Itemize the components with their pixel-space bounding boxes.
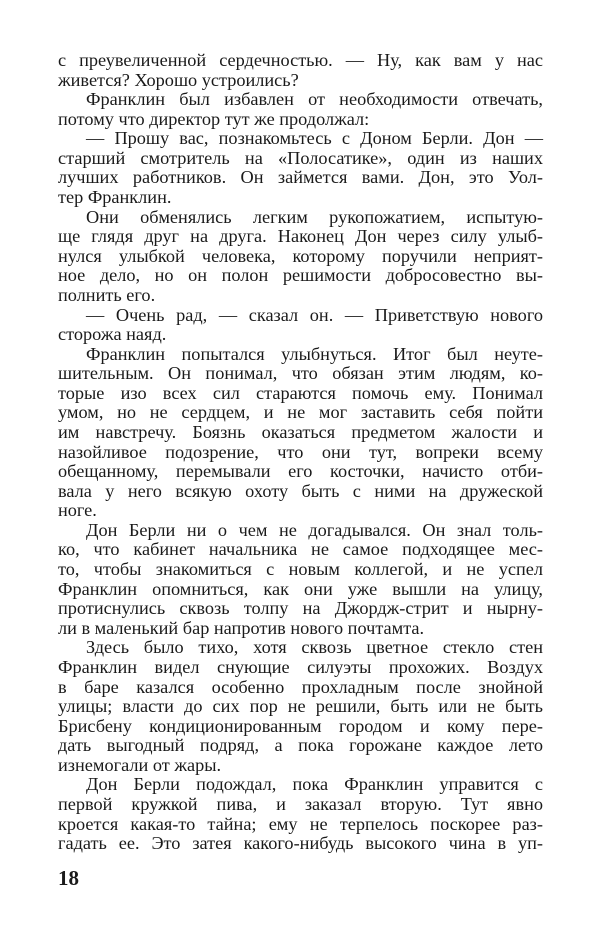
text-line: ли в маленький бар напротив нового почтамта. [58, 617, 425, 638]
paragraph [58, 521, 543, 638]
text-line: назойливое подозрение, что они тут, вопреки всему [58, 441, 543, 462]
book-page-text [58, 51, 543, 854]
paragraph [58, 775, 543, 853]
paragraph [58, 129, 543, 207]
paragraph [58, 90, 543, 129]
text-line: протиснулись сквозь толпу на Джордж-стрит и нырну- [58, 598, 543, 619]
page-number: 18 [58, 866, 79, 890]
text-line: дать выгодный подряд, а пока горожане каждое лето [58, 735, 543, 756]
text-line: Они обменялись легким рукопожатием, испытую- [86, 206, 543, 227]
text-line: Франклин был избавлен от необходимости отвечать, [86, 89, 543, 110]
text-line: кроется какая-то тайна; ему не терпелось поскорее раз- [58, 813, 543, 834]
text-line: — Очень рад, — сказал он. — Приветствую нового [86, 304, 543, 325]
text-line: тер Франклин. [58, 187, 172, 208]
paragraph [58, 51, 543, 90]
text-line: изнемогали от жары. [58, 754, 222, 775]
text-line: полнить его. [58, 284, 156, 305]
paragraph [58, 345, 543, 521]
text-line: им навстречу. Боязнь оказаться предметом жалости и [58, 421, 543, 442]
text-line: ное дело, но он полон решимости добросовестно вы- [58, 265, 543, 286]
text-line: то, чтобы знакомиться с новым коллегой, и не успел [58, 559, 543, 580]
text-line: ко, что кабинет начальника не самое подходящее мес- [58, 539, 543, 560]
text-line: Франклин попытался улыбнуться. Итог был неуте- [86, 343, 543, 364]
text-line: вала у него всякую охоту быть с ними на дружеской [58, 480, 543, 501]
text-line: потому что директор тут же продолжал: [58, 108, 370, 129]
text-line: ще глядя друг на друга. Наконец Дон через силу улыб- [58, 226, 543, 247]
text-line: шительным. Он понимал, что обязан этим людям, ко- [58, 363, 543, 384]
text-line: первой кружкой пива, и заказал вторую. Тут явно [58, 793, 543, 814]
text-line: живется? Хорошо устроились? [58, 69, 299, 90]
text-line: нулся улыбкой человека, которому поручили неприят- [58, 245, 543, 266]
text-line: лучших работников. Он займется вами. Дон, это Уол- [58, 167, 543, 188]
text-line: старший смотритель на «Полосатике», один из наших [58, 147, 543, 168]
text-line: — Прошу вас, познакомьтесь с Доном Берли. Дон — [86, 128, 543, 149]
text-line: сторожа наяд. [58, 324, 167, 345]
text-line: Брисбену кондиционированным городом и кому пере- [58, 715, 543, 736]
text-line: гадать ее. Это затея какого-нибудь высокого чина в уп- [58, 833, 543, 854]
text-line: Франклин опомниться, как они уже вышли на улицу, [58, 578, 543, 599]
text-line: ноге. [58, 500, 97, 521]
text-line: обещанному, перемывали его косточки, начисто отби- [58, 461, 543, 482]
text-line: в баре казался особенно прохладным после знойной [58, 676, 543, 697]
paragraph [58, 208, 543, 306]
text-line: Здесь было тихо, хотя сквозь цветное стекло стен [86, 637, 543, 658]
text-line: улицы; власти до сих пор не решили, быть или не быть [58, 696, 543, 717]
paragraph [58, 638, 543, 775]
text-line: Дон Берли ни о чем не догадывался. Он знал толь- [86, 519, 543, 540]
text-line: Дон Берли подождал, пока Франклин управится с [86, 774, 543, 795]
text-line: торые изо всех сил стараются помочь ему. Понимал [58, 382, 543, 403]
text-line: Франклин видел снующие силуэты прохожих. Воздух [58, 656, 543, 677]
text-line: умом, но не сердцем, и не мог заставить себя пойти [58, 402, 543, 423]
paragraph [58, 306, 543, 345]
text-line: с преувеличенной сердечностью. — Ну, как вам у нас [58, 50, 543, 70]
